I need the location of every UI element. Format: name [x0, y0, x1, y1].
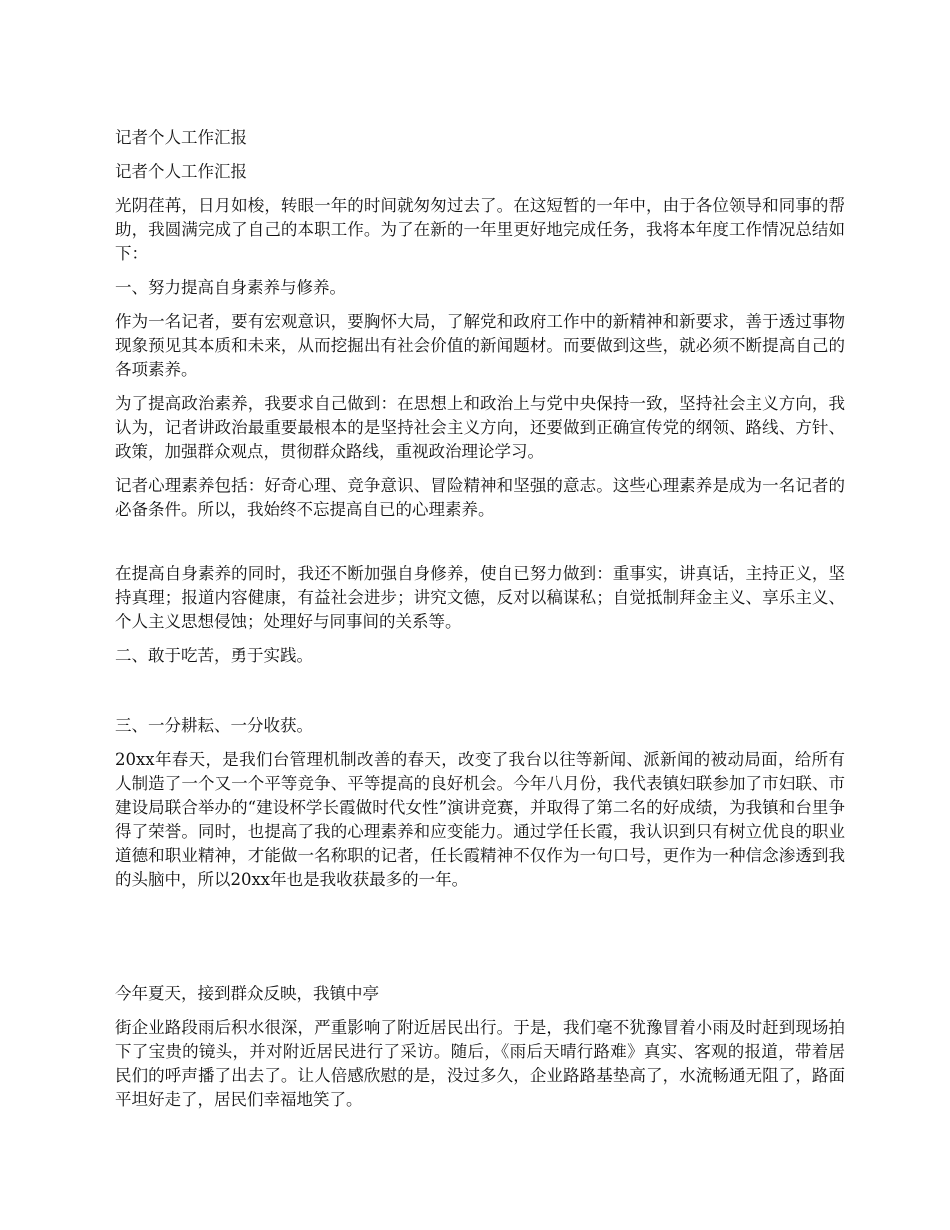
- paragraph-summer-lead: 今年夏天，接到群众反映，我镇中亭: [115, 984, 379, 1003]
- document-body: [115, 126, 845, 1122]
- paragraph-intro: 光阴荏苒，日月如梭，转眼一年的时间就匆匆过去了。在这短暂的一年中，由于各位领导和同事的帮助，我圆满完成了自己的本职工作。为了在新的一年里更好地完成任务，我将本年度工作情况总结如下：: [115, 196, 845, 263]
- section-heading-2: 二、敢于吃苦，勇于实践。: [115, 646, 313, 665]
- paragraph-political-literacy: 为了提高政治素养，我要求自己做到：在思想上和政治上与党中央保持一致，坚持社会主义方向，我认为，记者讲政治最重要最根本的是坚持社会主义方向，还要做到正确宣传党的纲领、路线、方针、政策，加强群众观点，贯彻群众路线，重视政治理论学习。: [115, 394, 845, 461]
- paragraph-macro-awareness: 作为一名记者，要有宏观意识，要胸怀大局，了解党和政府工作中的新精神和新要求，善于透过事物现象预见其本质和未来，从而挖掘出有社会价值的新闻题材。而要做到这些，就必须不断提高自己的各项素养。: [115, 312, 845, 379]
- document-title: 记者个人工作汇报: [115, 128, 247, 147]
- paragraph-self-cultivation: 在提高自身素养的同时，我还不断加强自身修养，使自已努力做到：重事实，讲真话，主持正义，坚持真理；报道内容健康，有益社会进步；讲究文德，反对以稿谋私；自觉抵制拜金主义、享乐主义、个人主义思想侵蚀；处理好与同事间的关系等。: [115, 564, 845, 631]
- section-heading-1: 一、努力提高自身素养与修养。: [115, 278, 346, 297]
- paragraph-psychological-literacy: 记者心理素养包括：好奇心理、竞争意识、冒险精神和坚强的意志。这些心理素养是成为一名记者的必备条件。所以，我始终不忘提高自已的心理素养。: [115, 476, 845, 519]
- document-subtitle: 记者个人工作汇报: [115, 162, 247, 181]
- paragraph-summer-report: 街企业路段雨后积水很深，严重影响了附近居民出行。于是，我们毫不犹豫冒着小雨及时赶到现场拍下了宝贵的镜头，并对附近居民进行了采访。随后，《雨后天晴行路难》真实、客观的报道，带着居民们的呼声播了出去了。让人倍感欣慰的是，没过多久，企业路路基垫高了，水流畅通无阻了，路面平坦好走了，居民们幸福地笑了。: [115, 1018, 845, 1109]
- paragraph-spring-achievements: 20xx年春天，是我们台管理机制改善的春天，改变了我台以往等新闻、派新闻的被动局面，给所有人制造了一个又一个平等竞争、平等提高的良好机会。今年八月份，我代表镇妇联参加了市妇联、市建设局联合举办的“建设杯学长霞做时代女性”演讲竞赛，并取得了第二名的好成绩，为我镇和台里争得了荣誉。同时，也提高了我的心理素养和应变能力。通过学任长霞，我认识到只有树立优良的职业道德和职业精神，才能做一名称职的记者，任长霞精神不仅作为一句口号，更作为一种信念渗透到我的头脑中，所以20xx年也是我收获最多的一年。: [115, 750, 845, 889]
- section-heading-3: 三、一分耕耘、一分收获。: [115, 716, 313, 735]
